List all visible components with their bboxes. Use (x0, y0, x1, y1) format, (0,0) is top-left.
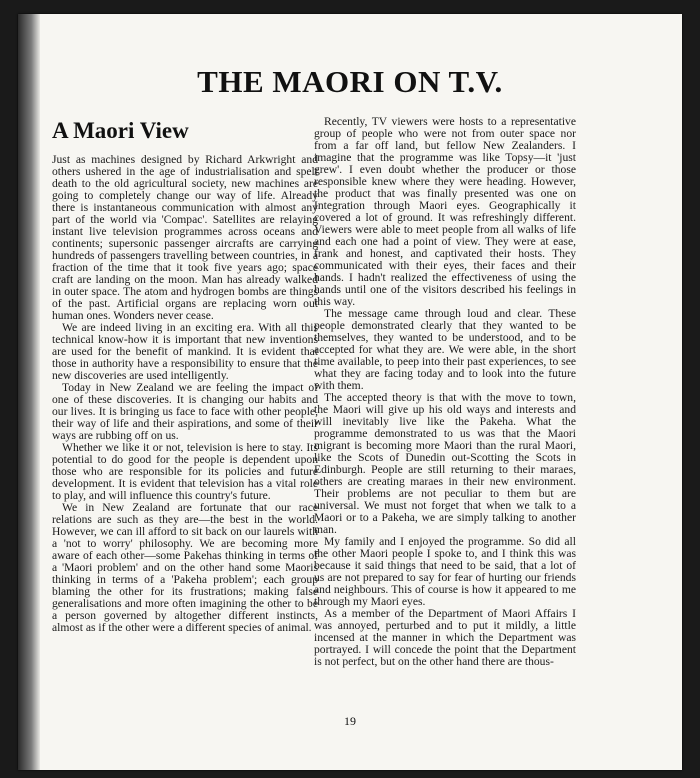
left-column (52, 114, 318, 634)
paragraph: The accepted theory is that with the move to town, the Maori will give up his old ways and interests and will inevitably live like the Pakeha. What the programme demonstrated to us was that the Maori migrant is becoming more Maori than the rural Maori, like the Scots of Dunedin out-Scotting the Scots in Edinburgh. People are still returning to their maraes, others are creating maraes in their new environment. Their problems are not peculiar to them but are universal. We must not forget that when we talk to a Maori or to a Pakeha, we are simply talking to another man. (314, 391, 576, 536)
paragraph: Today in New Zealand we are feeling the impact of one of these discoveries. It is changing our habits and our lives. It is bringing us face to face with other people, their way of life and their aspirations, and some of their ways are rubbing off on us. (52, 381, 318, 442)
page-binding (18, 14, 40, 770)
magazine-page (18, 14, 682, 770)
right-column (314, 116, 576, 668)
paragraph: Recently, TV viewers were hosts to a representative group of people who were not from outer space nor from a far off land, but fellow New Zealanders. I imagine that the programme was like Topsy—it 'just grew'. I even doubt whether the producer or those responsible knew where they were heading. However, the product that was finally presented was one on Integration through Maori eyes. Geographically it covered a lot of ground. It was refreshingly different. Viewers were able to meet people from all walks of life and each one had a point of view. They were at ease, frank and honest, and captivated their hosts. They communicated with their eyes, their faces and their hands. I hadn't realized the effectiveness of using the hands until one of the visitors described his feelings in this way. (314, 115, 576, 308)
page-title: THE MAORI ON T.V. (197, 64, 503, 99)
paragraph: Just as machines designed by Richard Arkwright and others ushered in the age of industrialisation and spelt death to the old agricultural society, new machines are going to completely change our way of life. Already there is instantaneous communication with almost any part of the world via 'Compac'. Satellites are relaying instant live television programmes across oceans and continents; supersonic passenger aircrafts are carrying hundreds of passengers travelling between countries, in a fraction of the time that it took five years ago; space craft are landing on the moon. Man has already walked in outer space. The atom and hydrogen bombs are things of the past. Artificial organs are replacing worn out human ones. Wonders never cease. (52, 153, 318, 322)
page-number: 19 (344, 714, 356, 728)
paragraph: We are indeed living in an exciting era. With all this technical know-how it is important that new inventions are used for the benefit of mankind. It is evident that those in authority have a responsibility to ensure that the new discoveries are used intelligently. (52, 321, 318, 382)
paragraph: As a member of the Department of Maori Affairs I was annoyed, perturbed and to put it mildly, a little incensed at the manner in which the Department was portrayed. I will concede the point that the Department is not perfect, but on the other hand there are thous- (314, 607, 576, 668)
paragraph: We in New Zealand are fortunate that our race relations are such as they are—the best in the world. However, we can ill afford to sit back on our laurels with a 'not to worry' philosophy. We are becoming more aware of each other—some Pakehas thinking in terms of a 'Maori problem' and on the other hand some Maoris thinking in terms of a 'Pakeha problem'; each group blaming the other for its frustrations; making false generalisations and more often imagining the other to be a person governed by altogether different instincts, almost as if the other were a different species of animal. (52, 501, 318, 634)
section-heading: A Maori View (52, 118, 189, 143)
paragraph: Whether we like it or not, television is here to stay. Its potential to do good for the people is dependent upon those who are responsible for its policies and future development. It is evident that television has a vital role to play, and will influence this country's future. (52, 441, 318, 502)
paragraph: My family and I enjoyed the programme. So did all the other Maori people I spoke to, and I think this was because it said things that need to be said, that a lot of us are not prepared to say for fear of hurting our friends and neighbours. This of course is how it appeared to me through my Maori eyes. (314, 535, 576, 608)
paragraph: The message came through loud and clear. These people demonstrated clearly that they wanted to be themselves, they wanted to be understood, and to be accepted for what they are. We were able, in the short time available, to peep into their past experiences, to see what they are facing today and to look into the future with them. (314, 307, 576, 392)
